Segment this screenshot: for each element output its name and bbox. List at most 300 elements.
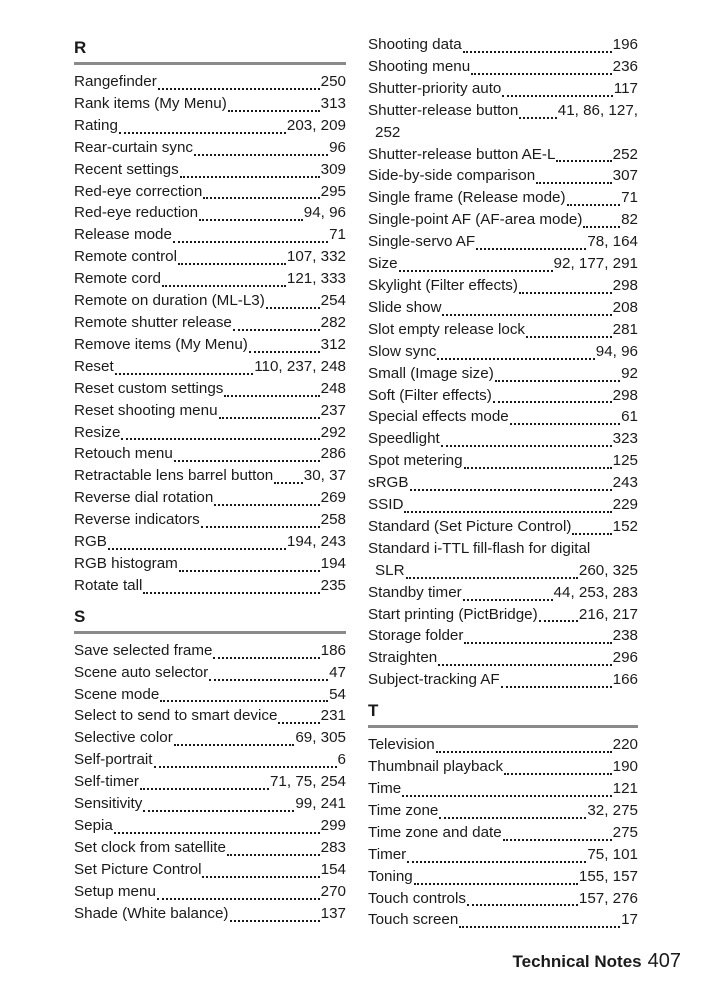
index-term: Shade (White balance) (74, 904, 229, 922)
index-entry (74, 859, 346, 881)
dot-leader (157, 898, 320, 900)
index-term: Release mode (74, 226, 172, 244)
index-entry (368, 165, 638, 187)
index-entry (368, 297, 638, 319)
index-pages: 258 (320, 511, 346, 529)
index-pages: 237 (320, 401, 346, 419)
index-pages: 6 (337, 751, 346, 769)
dot-leader (143, 592, 319, 594)
index-term: Single-point AF (AF-area mode) (368, 211, 583, 229)
index-pages: 229 (612, 496, 638, 514)
index-entry (368, 734, 638, 756)
index-pages: 121 (612, 780, 638, 797)
index-term: Recent settings (74, 160, 179, 178)
index-term: Scene mode (74, 685, 160, 703)
index-entry (368, 209, 638, 231)
index-line (368, 100, 638, 122)
index-term: Reset (74, 357, 114, 375)
index-pages: 298 (612, 386, 638, 404)
index-pages: 61 (621, 408, 638, 426)
index-pages: 275 (612, 823, 638, 841)
index-term: Remote on duration (ML-L3) (74, 292, 265, 310)
dot-leader (414, 883, 578, 885)
index-pages: 307 (612, 167, 638, 185)
index-pages: 17 (621, 911, 638, 929)
index-entry (368, 341, 638, 363)
index-term: Remove items (My Menu) (74, 335, 248, 353)
index-pages: 92, 177, 291 (553, 255, 638, 273)
index-term: Rating (74, 116, 118, 134)
index-term: RGB histogram (74, 554, 178, 572)
index-term: Storage folder (368, 627, 464, 645)
index-entry (368, 187, 638, 209)
index-pages: 137 (320, 904, 346, 922)
index-entry (74, 465, 346, 487)
dot-leader (441, 445, 612, 447)
dot-leader (439, 817, 586, 819)
index-entry (368, 231, 638, 253)
index-pages: 117 (613, 79, 638, 97)
index-pages: 44, 253, 283 (553, 583, 638, 601)
index-entry (368, 669, 638, 691)
index-term: Start printing (PictBridge) (368, 605, 538, 623)
dot-leader (510, 423, 620, 425)
index-term: Select to send to smart device (74, 707, 278, 725)
index-pages: 238 (612, 627, 638, 645)
index-term: Time zone (368, 801, 439, 819)
index-pages: 299 (320, 817, 346, 834)
index-term: Timer (368, 845, 407, 863)
index-pages: 71 (329, 226, 346, 244)
index-term: Size (368, 255, 398, 273)
index-term: Scene auto selector (74, 663, 209, 681)
index-entry (74, 356, 346, 378)
dot-leader (501, 686, 612, 688)
dot-leader (502, 95, 612, 97)
index-term: Skylight (Filter effects) (368, 276, 518, 294)
index-term: Rear-curtain sync (74, 138, 194, 156)
index-pages: 194, 243 (286, 533, 346, 551)
index-entry (368, 34, 638, 56)
dot-leader (526, 336, 612, 338)
index-pages: 82 (621, 211, 638, 229)
index-entry (74, 246, 346, 268)
dot-leader (213, 657, 319, 659)
index-pages: 295 (320, 182, 346, 200)
dot-leader (438, 664, 611, 666)
index-term: Shooting data (368, 36, 462, 53)
index-entry (74, 378, 346, 400)
dot-leader (119, 132, 286, 134)
index-entry (74, 312, 346, 334)
index-entry (368, 56, 638, 78)
dot-leader (467, 904, 578, 906)
dot-leader (249, 351, 320, 353)
index-term-continuation: SLR (375, 561, 405, 579)
dot-leader (504, 773, 612, 775)
index-continuation (368, 560, 638, 582)
index-pages: 283 (320, 838, 346, 856)
dot-leader (219, 417, 320, 419)
index-term: Shutter-priority auto (368, 79, 502, 97)
dot-leader (519, 117, 556, 119)
dot-leader (194, 154, 328, 156)
dot-leader (266, 307, 320, 309)
dot-leader (201, 526, 320, 528)
index-entry (74, 137, 346, 159)
index-entry (74, 334, 346, 356)
index-pages: 99, 241 (295, 795, 346, 813)
index-pages: 47 (329, 663, 346, 681)
index-pages: 121, 333 (286, 270, 346, 288)
index-term: Time (368, 780, 402, 797)
index-pages: 75, 101 (587, 845, 638, 863)
index-pages: 286 (320, 445, 346, 463)
dot-leader (233, 329, 320, 331)
index-entry (74, 509, 346, 531)
dot-leader (583, 226, 620, 228)
dot-leader (519, 292, 612, 294)
index-pages: 41, 86, 127, (557, 101, 638, 119)
index-entry (368, 822, 638, 844)
page-number: 407 (647, 950, 681, 972)
dot-leader (471, 73, 611, 75)
dot-leader (174, 744, 295, 746)
index-term: Standby timer (368, 583, 462, 601)
dot-leader (228, 110, 320, 112)
index-entry (74, 793, 346, 815)
index-pages: 231 (320, 707, 346, 725)
index-pages: 152 (612, 517, 638, 535)
dot-leader (230, 920, 320, 922)
index-term: Touch screen (368, 911, 459, 929)
index-pages: 32, 275 (587, 801, 638, 819)
dot-leader (442, 314, 611, 316)
index-term: Set Picture Control (74, 860, 202, 878)
dot-leader (143, 810, 294, 812)
index-term: Rank items (My Menu) (74, 94, 227, 112)
index-term: Selective color (74, 729, 173, 747)
index-entry (74, 268, 346, 290)
dot-leader (476, 248, 586, 250)
index-pages: 166 (612, 671, 638, 689)
index-entry (74, 771, 346, 793)
index-pages: 243 (612, 474, 638, 492)
index-continuation (368, 122, 638, 144)
index-term: Shutter-release button (368, 101, 519, 119)
index-term: SSID (368, 496, 404, 514)
index-entry (368, 319, 638, 341)
index-term: Single frame (Release mode) (368, 189, 566, 207)
index-term: Sensitivity (74, 795, 143, 813)
index-entry (368, 888, 638, 910)
index-pages: 94, 96 (595, 342, 638, 360)
index-entry (74, 662, 346, 684)
index-term: Sepia (74, 817, 113, 834)
dot-leader (160, 700, 328, 702)
dot-leader (556, 160, 611, 162)
index-term: Red-eye reduction (74, 204, 199, 222)
index-entry (74, 640, 346, 662)
dot-leader (174, 460, 320, 462)
index-term: Side-by-side comparison (368, 167, 536, 185)
index-pages: 313 (320, 94, 346, 112)
dot-leader (274, 482, 303, 484)
index-pages: 248 (320, 379, 346, 397)
index-entry (74, 422, 346, 444)
dot-leader (410, 489, 612, 491)
index-entry (74, 531, 346, 553)
index-pages: 194 (320, 554, 346, 572)
index-pages: 236 (612, 57, 638, 75)
index-term: Speedlight (368, 430, 440, 448)
index-pages: 186 (320, 641, 346, 659)
index-pages: 252 (612, 145, 638, 163)
dot-leader (493, 401, 612, 403)
dot-leader (464, 642, 611, 644)
index-term: Standard (Set Picture Control) (368, 517, 572, 535)
index-pages-continuation: 252 (375, 123, 401, 141)
dot-leader (180, 176, 320, 178)
index-entry (74, 93, 346, 115)
index-term: Single-servo AF (368, 233, 476, 251)
index-pages: 254 (320, 292, 346, 310)
index-term: Self-portrait (74, 751, 153, 769)
dot-leader (114, 832, 320, 834)
index-pages: 196 (612, 36, 638, 53)
index-pages: 220 (612, 736, 638, 754)
page-footer (513, 950, 682, 978)
dot-leader (202, 876, 319, 878)
dot-leader (495, 380, 620, 382)
index-entry (368, 516, 638, 538)
dot-leader (140, 788, 269, 790)
index-pages: 107, 332 (286, 248, 346, 266)
index-term: Reverse dial rotation (74, 489, 214, 507)
index-term: Rangefinder (74, 73, 157, 90)
index-entry (74, 837, 346, 859)
index-entry (368, 778, 638, 800)
index-entry (368, 100, 638, 144)
dot-leader (199, 219, 303, 221)
index-pages: 125 (612, 452, 638, 470)
dot-leader (536, 182, 612, 184)
dot-leader (503, 839, 612, 841)
index-entry (368, 494, 638, 516)
dot-leader (572, 533, 611, 535)
index-pages: 96 (329, 138, 346, 156)
index-entry (368, 472, 638, 494)
section-letter-heading: T (368, 697, 638, 728)
index-entry (74, 705, 346, 727)
index-term: sRGB (368, 474, 409, 492)
index-pages: 312 (320, 335, 346, 353)
index-pages: 296 (612, 649, 638, 667)
dot-leader (459, 926, 620, 928)
dot-leader (404, 511, 611, 513)
dot-leader (278, 722, 319, 724)
index-term: Reset custom settings (74, 379, 224, 397)
index-pages: 155, 157 (578, 867, 638, 885)
index-term: RGB (74, 533, 107, 551)
index-pages: 203, 209 (286, 116, 346, 134)
index-term: Set clock from satellite (74, 838, 226, 856)
index-pages: 208 (612, 298, 638, 316)
index-term: Red-eye correction (74, 182, 203, 200)
index-pages: 110, 237, 248 (254, 357, 346, 375)
index-pages: 298 (612, 276, 638, 294)
dot-leader (227, 854, 320, 856)
index-entry (368, 385, 638, 407)
index-entry (74, 749, 346, 771)
dot-leader (108, 548, 286, 550)
index-entry (368, 363, 638, 385)
dot-leader (162, 285, 286, 287)
footer-section-label: Technical Notes (512, 952, 642, 971)
index-entry (368, 866, 638, 888)
index-pages: 235 (320, 576, 346, 594)
dot-leader (406, 577, 578, 579)
index-term: Small (Image size) (368, 364, 494, 382)
dot-leader (158, 88, 320, 90)
index-term: Reset shooting menu (74, 401, 218, 419)
index-entry (368, 647, 638, 669)
index-term: Remote cord (74, 270, 161, 288)
index-term: Retouch menu (74, 445, 173, 463)
index-term: Slot empty release lock (368, 320, 526, 338)
index-term: Standard i-TTL fill-flash for digital (368, 539, 591, 557)
dot-leader (437, 358, 594, 360)
index-term: Special effects mode (368, 408, 509, 426)
section-letter-heading: R (74, 34, 346, 65)
index-term: Touch controls (368, 889, 466, 907)
dot-leader (539, 620, 578, 622)
index-entry (74, 815, 346, 837)
index-pages: 250 (320, 73, 346, 90)
index-entry (368, 78, 638, 100)
index-entry (74, 71, 346, 93)
index-entry (74, 553, 346, 575)
index-pages: 157, 276 (578, 889, 638, 907)
index-term: Time zone and date (368, 823, 502, 841)
index-entry (74, 487, 346, 509)
right-column (368, 34, 638, 931)
index-entry (368, 538, 638, 582)
index-pages: 190 (612, 758, 638, 776)
dot-leader (436, 751, 612, 753)
index-pages: 282 (320, 313, 346, 331)
dot-leader (567, 204, 621, 206)
index-entry (74, 400, 346, 422)
index-pages: 269 (320, 489, 346, 507)
index-entry (368, 275, 638, 297)
section-letter-heading: S (74, 603, 346, 634)
index-pages: 270 (320, 882, 346, 900)
index-entry (74, 290, 346, 312)
dot-leader (402, 795, 611, 797)
index-term: Rotate tall (74, 576, 143, 594)
index-entry (74, 181, 346, 203)
index-term: Slide show (368, 298, 442, 316)
index-pages: 323 (612, 430, 638, 448)
index-term: Self-timer (74, 773, 139, 791)
index-pages: 69, 305 (295, 729, 346, 747)
index-pages: 92 (621, 364, 638, 382)
index-term: Remote control (74, 248, 177, 266)
dot-leader (463, 51, 612, 53)
dot-leader (115, 373, 254, 375)
index-term: Save selected frame (74, 641, 213, 659)
index-entry (368, 604, 638, 626)
dot-leader (399, 270, 553, 272)
dot-leader (154, 766, 337, 768)
index-pages: 292 (320, 423, 346, 441)
index-entry (368, 144, 638, 166)
index-term: Soft (Filter effects) (368, 386, 492, 404)
index-entry (368, 428, 638, 450)
index-term: Straighten (368, 649, 438, 667)
index-entry (74, 443, 346, 465)
index-entry (368, 450, 638, 472)
index-term: Spot metering (368, 452, 463, 470)
index-entry (74, 159, 346, 181)
index-entry (368, 406, 638, 428)
index-term: Reverse indicators (74, 511, 200, 529)
index-pages: 154 (320, 860, 346, 878)
index-pages: 281 (612, 320, 638, 338)
index-term: Shutter-release button AE-L (368, 145, 556, 163)
index-pages: 71 (621, 189, 638, 207)
index-term: Remote shutter release (74, 313, 232, 331)
dot-leader (464, 467, 612, 469)
index-entry (368, 844, 638, 866)
index-entry (368, 582, 638, 604)
index-term: Slow sync (368, 342, 437, 360)
dot-leader (209, 679, 328, 681)
index-term: Shooting menu (368, 57, 471, 75)
left-column (74, 34, 346, 925)
index-term: Setup menu (74, 882, 156, 900)
index-entry (368, 253, 638, 275)
index-term: Toning (368, 867, 413, 885)
index-entry (74, 115, 346, 137)
index-term: Resize (74, 423, 121, 441)
index-pages: 71, 75, 254 (269, 773, 346, 791)
index-pages: 260, 325 (578, 561, 638, 579)
index-entry (74, 575, 346, 597)
index-entry (368, 625, 638, 647)
index-entry (368, 909, 638, 931)
index-pages: 309 (320, 160, 346, 178)
index-pages: 30, 37 (303, 467, 346, 485)
index-term: Subject-tracking AF (368, 671, 500, 689)
dot-leader (178, 263, 286, 265)
dot-leader (203, 197, 319, 199)
dot-leader (407, 861, 586, 863)
index-entry (74, 684, 346, 706)
index-pages: 216, 217 (578, 605, 638, 623)
index-entry (74, 727, 346, 749)
index-entry (74, 903, 346, 925)
index-pages: 54 (329, 685, 346, 703)
index-term: Thumbnail playback (368, 758, 504, 776)
index-entry (368, 800, 638, 822)
dot-leader (179, 570, 320, 572)
index-entry (368, 756, 638, 778)
index-pages: 78, 164 (587, 233, 638, 251)
index-term: Television (368, 736, 435, 754)
index-entry (74, 224, 346, 246)
